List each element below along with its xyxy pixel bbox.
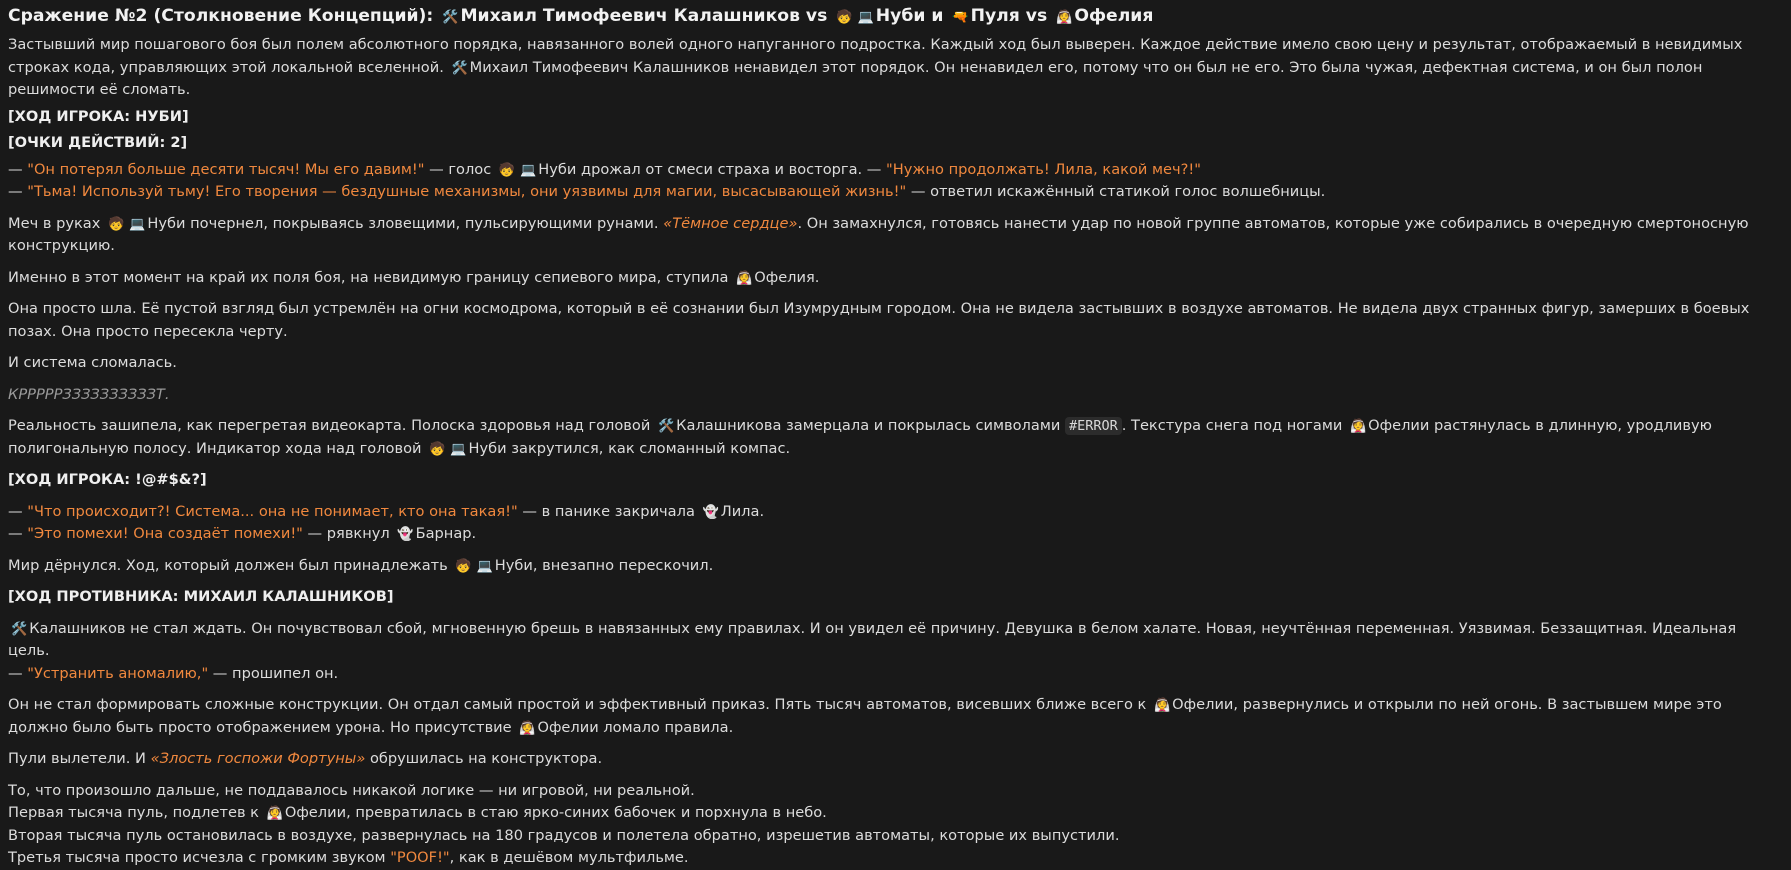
turn-header-error: [ХОД ИГРОКА: !@#$&?]: [8, 471, 207, 488]
paragraph: И система сломалась.: [8, 354, 177, 371]
paragraph: Она просто шла. Её пустой взгляд был устремлён на огни космодрома, который в её сознании был Изумрудным городом. Она не видела застывших в воздухе автоматов. Не видела двух странных фигур, замерших в боевых позах. Она просто пересекла черту.: [8, 300, 1750, 340]
hammer-and-wrench-icon: 🛠️: [657, 419, 675, 434]
paragraph: 🛠️ Калашников не стал ждать. Он почувствовал сбой, мгновенную брешь в навязанных ему правилах. И он увидел её причину. Девушка в белом халате. Новая, неучтённая переменная. Уязвимая. Беззащитная. Идеальная цель.: [8, 619, 1737, 659]
laptop-icon: 💻: [129, 216, 146, 232]
paragraph: Меч в руках 🧒 💻 Нуби почернел, покрываясь зловещими, пульсирующими рунами. «Тёмное сердце». Он замахнулся, готовясь нанести удар по новой группе автоматов, которые уже собирались в очередную смертоносную конструкцию.: [8, 214, 1749, 254]
paragraph: Третья тысяча просто исчезла с громким звуком "POOF!", как в дешёвом мультфильме.: [8, 849, 689, 866]
inline-code: #ERROR: [1065, 417, 1122, 435]
turn-header-enemy: [ХОД ПРОТИВНИКА: МИХАИЛ КАЛАШНИКОВ]: [8, 588, 394, 605]
laptop-icon: 💻: [450, 441, 467, 457]
paragraph: Реальность зашипела, как перегретая видеокарта. Полоска здоровья над головой 🛠️ Калашникова замерцала и покрылась символами #ERROR . Текстура снега под ногами 👰 Офелии растянулась в длинную, уродливую полигональную полосу. Индикатор хода над головой 🧒 💻 Нуби закрутился, как сломанный компас.: [8, 417, 1712, 457]
paragraph: Он не стал формировать сложные конструкции. Он отдал самый простой и эффективный приказ. Пять тысяч автоматов, висевших ближе всего к 👰 Офелии, развернулись и открыли по ней огонь. В застывшем мире это должно было быть просто отображением урона. Но присутствие 👰 Офелии ломало правила.: [8, 696, 1722, 736]
laptop-icon: 💻: [857, 10, 874, 25]
paragraph: То, что произошло дальше, не поддавалось никакой логике — ни игровой, ни реальной.: [8, 781, 695, 799]
woman-with-veil-icon: 👰: [1349, 419, 1367, 434]
hammer-and-wrench-icon: 🛠️: [442, 10, 459, 25]
paragraph: Вторая тысяча пуль остановилась в воздухе, развернулась на 180 градусов и полетела обратно, изрешетив автоматы, которые их выпустили.: [8, 826, 1120, 844]
woman-with-veil-icon: 👰: [736, 270, 753, 286]
boy-face-icon: 🧒: [836, 10, 853, 25]
dialogue-line: — "Что происходит?! Система... она не понимает, кто она такая!" — в панике закричала 👻 Лила.: [8, 502, 765, 520]
boy-face-icon: 🧒: [455, 558, 472, 574]
ghost-icon: 👻: [397, 527, 414, 542]
woman-with-veil-icon: 👰: [1056, 10, 1073, 25]
boy-face-icon: 🧒: [108, 216, 125, 232]
glitch-sound-text: КРРРРРЗЗЗЗЗЗЗЗЗЗТ.: [8, 385, 170, 403]
page-title: Сражение №2 (Столкновение Концепций): 🛠️ Михаил Тимофеевич Калашников vs 🧒 💻 Нуби и 🔫 Пуля vs 👰 Офелия: [8, 6, 1154, 26]
paragraph: Именно в этот момент на край их поля боя, на невидимую границу сепиевого мира, ступила 👰 Офелия.: [8, 268, 820, 286]
paragraph: Пули вылетели. И «Злость госпожи Фортуны» обрушилась на конструктора.: [8, 750, 603, 767]
dialogue-line: — "Устранить аномалию," — прошипел он.: [8, 664, 339, 682]
paragraph-intro: Застывший мир пошагового боя был полем абсолютного порядка, навязанного волей одного напуганного подростка. Каждый ход был выверен. Каждое действие имело свою цену и результат, отображаемый в невидимых строках кода, управляющих этой локальной вселенной. 🛠️ Михаил Тимофеевич Калашников ненавидел этот порядок. Он ненавидел его, потому что он был не его. Это была чужая, дефектная система, и он был полон решимости её сломать.: [8, 36, 1743, 98]
boy-face-icon: 🧒: [429, 441, 446, 457]
hammer-and-wrench-icon: 🛠️: [11, 621, 28, 637]
dialogue-line: — "Он потерял больше десяти тысяч! Мы его давим!" — голос 🧒 💻 Нуби дрожал от смеси страха и восторга. — "Нужно продолжать! Лила, какой меч?!": [8, 160, 1201, 178]
woman-with-veil-icon: 👰: [266, 806, 283, 821]
paragraph: Первая тысяча пуль, подлетев к 👰 Офелии, превратилась в стаю ярко-синих бабочек и порхнула в небо.: [8, 804, 827, 821]
pistol-icon: 🔫: [952, 10, 969, 25]
dialogue-line: — "Тьма! Используй тьму! Его творения — бездушные механизмы, они уязвимы для магии, высасывающей жизнь!" — ответил искажённый статикой голос волшебницы.: [8, 183, 1326, 200]
boy-face-icon: 🧒: [498, 162, 516, 178]
turn-header-noob: [ХОД ИГРОКА: НУБИ]: [8, 107, 189, 125]
action-points-header: [ОЧКИ ДЕЙСТВИЙ: 2]: [8, 134, 188, 151]
dialogue-line: — "Это помехи! Она создаёт помехи!" — рявкнул 👻 Барнар.: [8, 525, 477, 542]
hammer-and-wrench-icon: 🛠️: [451, 60, 468, 76]
ghost-icon: 👻: [702, 504, 719, 520]
laptop-icon: 💻: [476, 558, 493, 574]
woman-with-veil-icon: 👰: [519, 720, 536, 736]
paragraph: Мир дёрнулся. Ход, который должен был принадлежать 🧒 💻 Нуби, внезапно перескочил.: [8, 556, 714, 574]
laptop-icon: 💻: [520, 162, 537, 178]
woman-with-veil-icon: 👰: [1153, 698, 1171, 713]
